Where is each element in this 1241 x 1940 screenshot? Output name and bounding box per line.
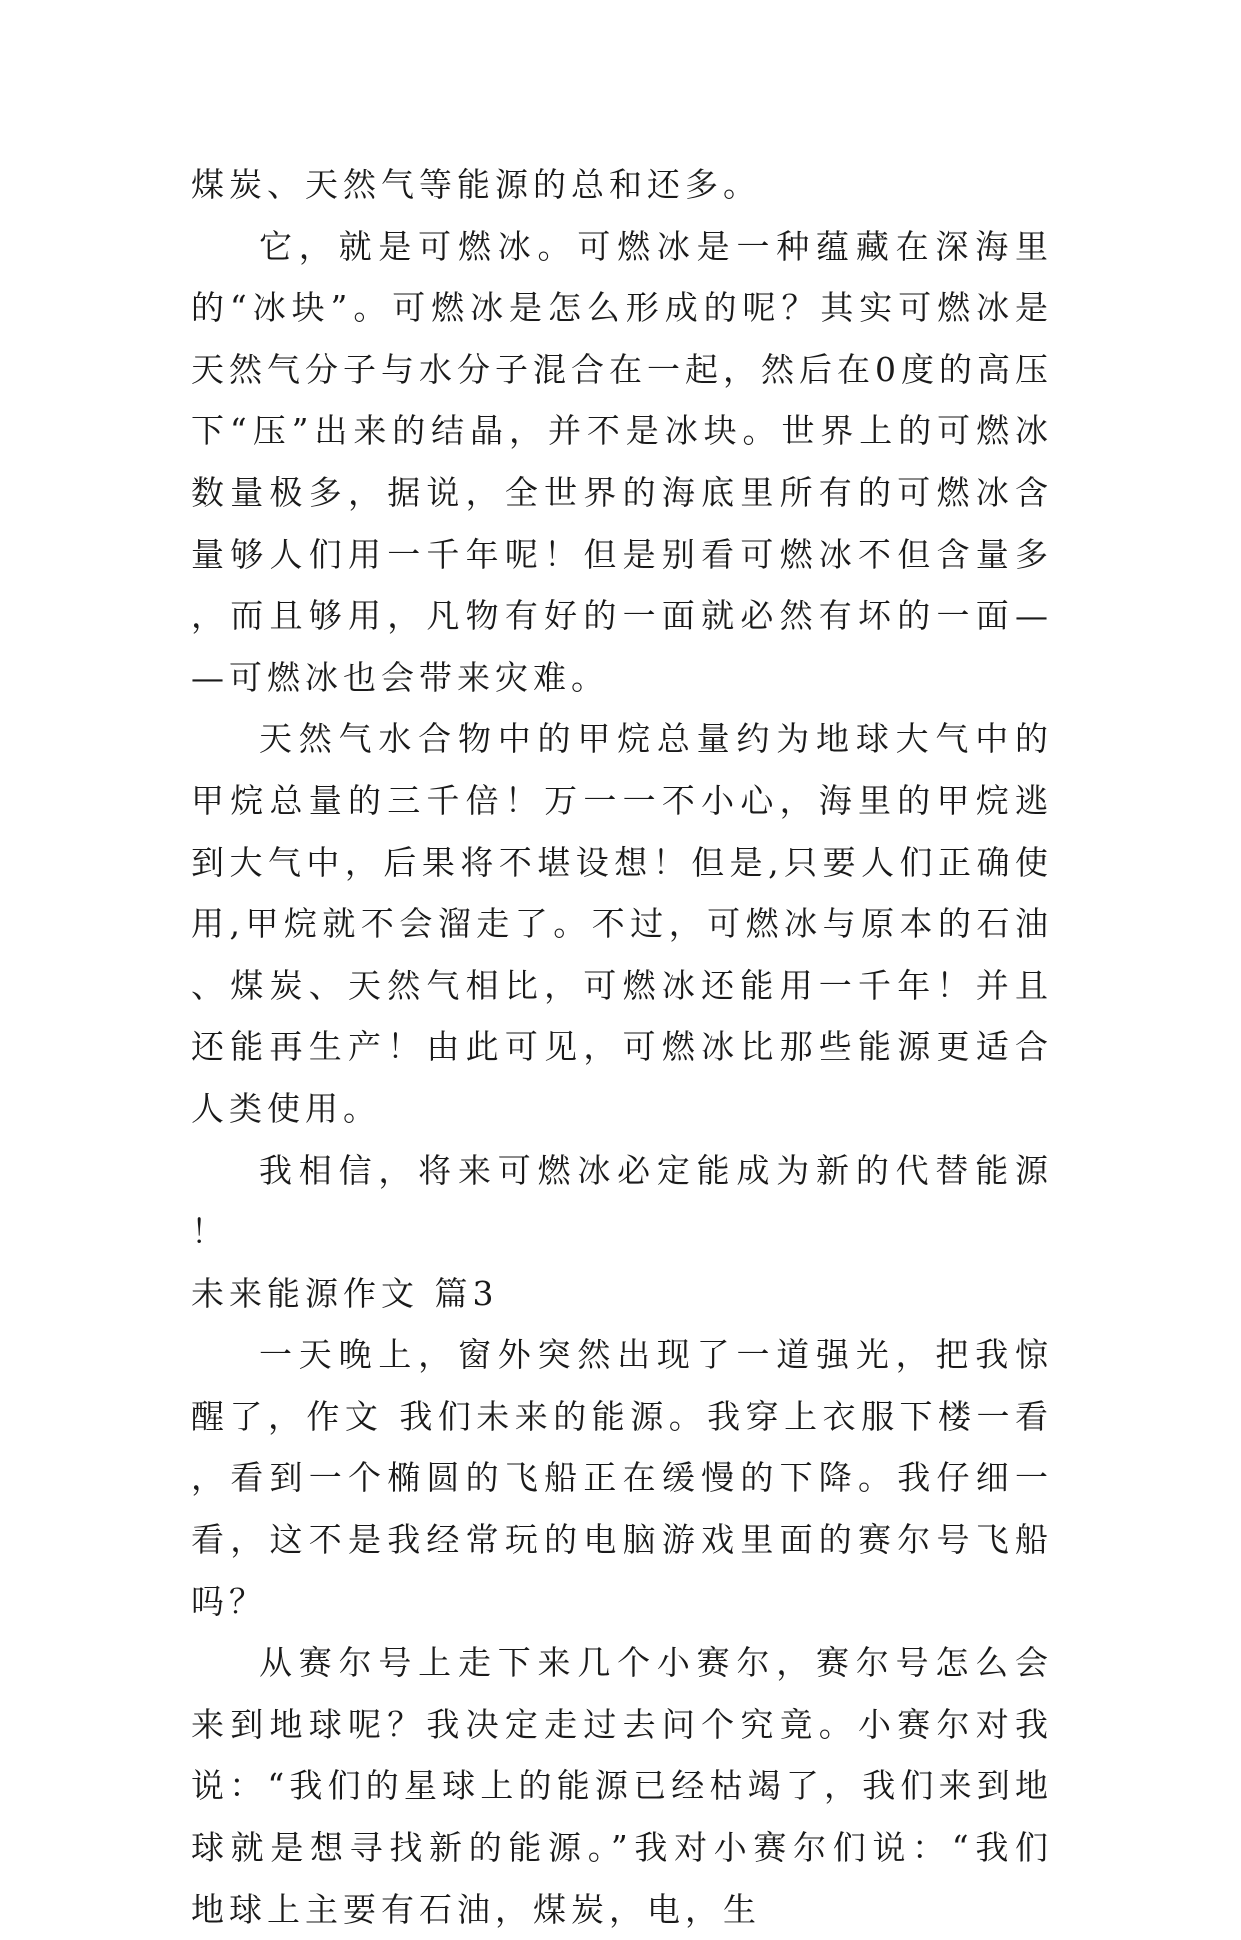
section-heading: 未来能源作文 篇3 [191,1273,499,1313]
paragraph-combustible-ice: 它，就是可燃冰。可燃冰是一种蕴藏在深海里的“冰块”。可燃冰是怎么形成的呢？其实可燃冰是天然气分子与水分子混合在一起，然后在0度的高压下“压”出来的结晶，并不是冰块。世界上的可燃冰数量极多，据说，全世界的海底里所有的可燃冰含量够人们用一千年呢！但是别看可燃冰不但含量多，而且够用，凡物有好的一面就必然有坏的一面——可燃冰也会带来灾难。 [191,226,1053,697]
paragraph-conclusion: 我相信，将来可燃冰必定能成为新的代替能源！ [191,1150,1053,1252]
paragraph-methane: 天然气水合物中的甲烷总量约为地球大气中的甲烷总量的三千倍！万一一不小心，海里的甲烷逃到大气中，后果将不堪设想！但是,只要人们正确使用,甲烷就不会溜走了。不过，可燃冰与原本的石油、煤炭、天然气相比，可燃冰还能用一千年！并且还能再生产！由此可见，可燃冰比那些能源更适合人类使用。 [191,719,1053,1128]
paragraph-spaceship: 一天晚上，窗外突然出现了一道强光，把我惊醒了，作文 我们未来的能源。我穿上衣服下楼一看，看到一个椭圆的飞船正在缓慢的下降。我仔细一看，这不是我经常玩的电脑游戏里面的赛尔号飞船吗？ [191,1335,1053,1621]
document-body [191,154,1053,1940]
paragraph-continuation: 煤炭、天然气等能源的总和还多。 [191,165,761,204]
paragraph-seer: 从赛尔号上走下来几个小赛尔，赛尔号怎么会来到地球呢？我决定走过去问个究竟。小赛尔对我说：“我们的星球上的能源已经枯竭了，我们来到地球就是想寻找新的能源。”我对小赛尔们说：“我们地球上主要有石油，煤炭，电，生 [191,1643,1053,1929]
